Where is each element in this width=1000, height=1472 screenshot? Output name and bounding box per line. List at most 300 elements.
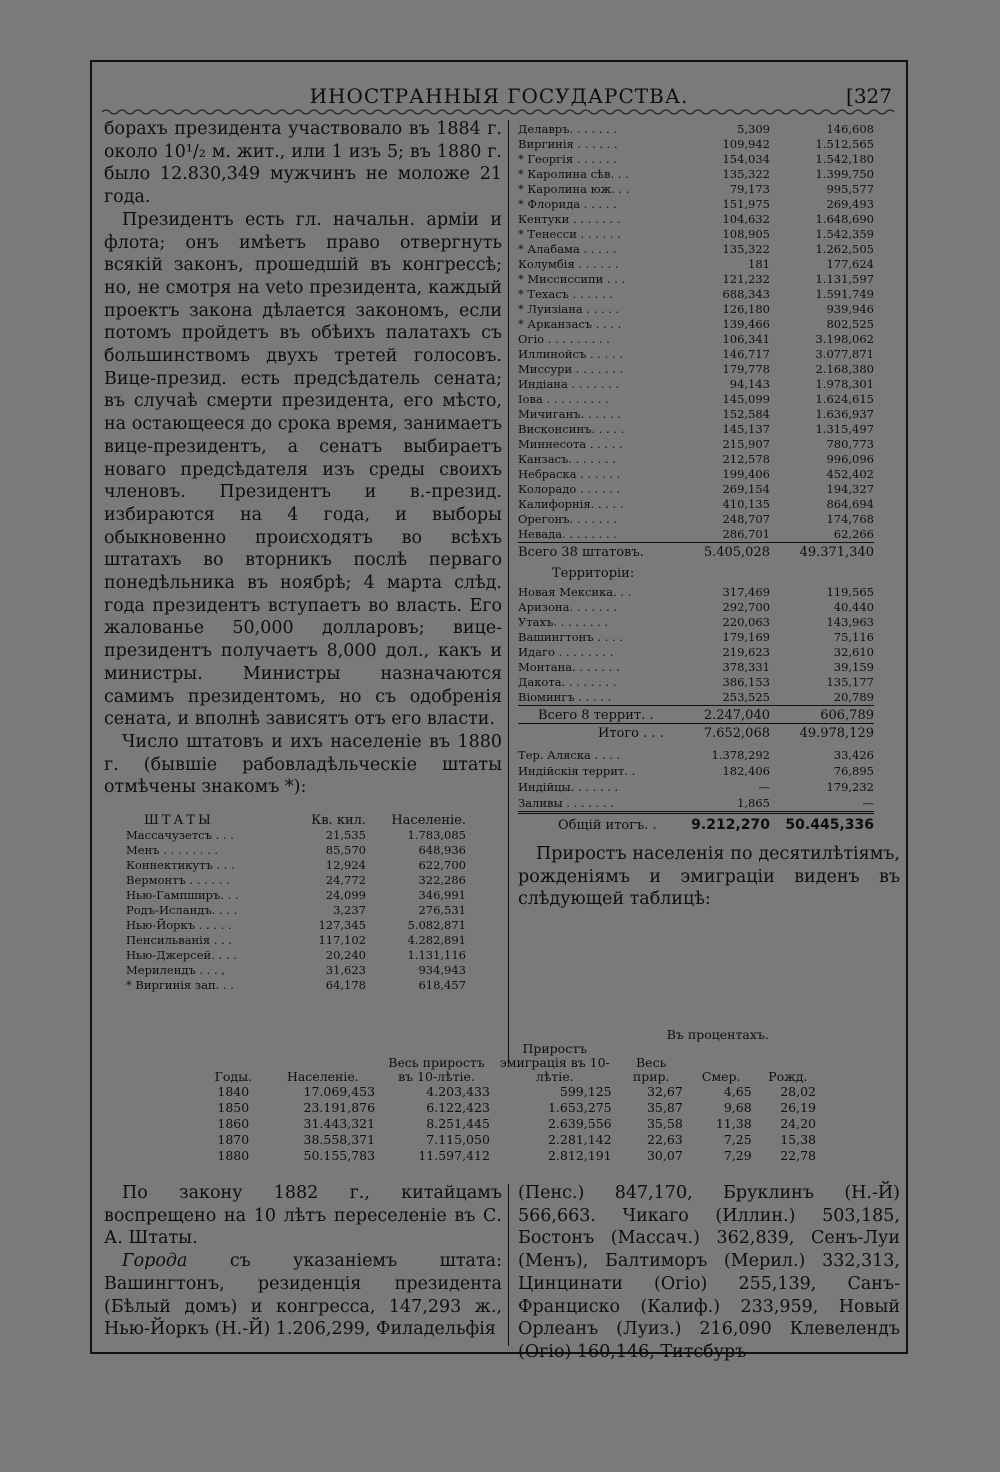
row-label: * Алабама . . . . . <box>518 242 617 256</box>
row-value: 688,343 <box>722 287 770 301</box>
row-value: 1.978,301 <box>815 377 874 391</box>
row-value: 32,67 <box>646 1084 683 1099</box>
census-body <box>200 1084 820 1164</box>
row-value: — <box>758 780 770 794</box>
row-label: * Виргинія зап. . . <box>126 978 234 993</box>
row-label: Колумбія . . . . . . <box>518 257 619 271</box>
table-row <box>518 527 874 543</box>
row-value: 934,943 <box>418 963 466 978</box>
row-label: Пенсильванія . . . <box>126 933 233 948</box>
row-value: 119,565 <box>826 585 874 599</box>
row-value: 2.168,380 <box>815 362 874 376</box>
row-label: Родъ-Исландъ. . . . <box>126 903 238 918</box>
row-value: 1.512,565 <box>815 137 874 151</box>
table-row <box>518 242 874 257</box>
growth-paragraph: Приростъ населенія по десятилѣтіямъ, рожденіямъ и эмиграціи виденъ въ слѣдующей таблицѣ: <box>518 844 900 910</box>
row-label: * Каролина сѣв. . . <box>518 167 629 181</box>
table-row <box>518 795 874 813</box>
row-value: 76,895 <box>833 764 874 778</box>
row-value: 3,237 <box>333 903 366 918</box>
row-value: 24,772 <box>325 873 366 888</box>
row-label: Вашингтонъ . . . . <box>518 630 623 644</box>
row-value: 2.812,191 <box>547 1148 612 1163</box>
row-value: 23.191,876 <box>303 1100 376 1115</box>
cities-lead: Города <box>122 1251 188 1272</box>
row-label: Утахъ. . . . . . . . <box>518 615 609 629</box>
row-value: 253,525 <box>722 690 770 704</box>
paragraph-chinese-law: По закону 1882 г., китайцамъ воспрещено на 10 лѣтъ переселеніе въ С. А. Штаты. <box>104 1183 502 1249</box>
table-row <box>518 302 874 317</box>
row-value: 20,789 <box>833 690 874 704</box>
right-column <box>518 122 900 911</box>
grand-total-population: 50.445,336 <box>770 813 874 834</box>
row-value: 599,125 <box>559 1084 612 1099</box>
row-label: Аризона. . . . . . . <box>518 600 617 614</box>
row-value: 410,135 <box>722 497 770 511</box>
row-value: 179,169 <box>722 630 770 644</box>
row-label: 1870 <box>217 1132 250 1147</box>
row-value: 1.653,275 <box>547 1100 612 1115</box>
table-row <box>126 873 466 888</box>
row-label: Мерилендъ . . . , <box>126 963 226 978</box>
row-label: Невада. . . . . . . . <box>518 527 617 541</box>
row-value: 194,327 <box>826 482 874 496</box>
table-row <box>518 362 874 377</box>
row-value: 75,116 <box>833 630 874 644</box>
table-row <box>126 888 466 903</box>
row-label: * Каролина юж. . . <box>518 182 630 196</box>
row-value: 2.281,142 <box>547 1132 612 1147</box>
row-value: 248,707 <box>722 512 770 526</box>
row-value: 22,63 <box>646 1132 683 1147</box>
row-value: 292,700 <box>722 600 770 614</box>
row-value: 40,440 <box>833 600 874 614</box>
row-label: * Техасъ . . . . . . <box>518 287 613 301</box>
row-label: Индійцы. . . . . . . <box>518 780 619 794</box>
row-value: 108,905 <box>722 227 770 241</box>
row-value: 79,173 <box>729 182 770 196</box>
row-label: Заливы . . . . . . . <box>518 796 614 810</box>
row-value: 151,975 <box>722 197 770 211</box>
row-label: 1880 <box>217 1148 250 1163</box>
column-header: Приростъ эмиграція въ 10-лѣтіе. <box>499 1041 610 1084</box>
row-value: 780,773 <box>826 437 874 451</box>
left-column <box>104 118 502 993</box>
column-header: Кв. кил. <box>311 813 366 829</box>
row-label: 1850 <box>217 1100 250 1115</box>
table-row <box>518 272 874 287</box>
row-value: 20,240 <box>325 948 366 963</box>
total-label: Всего 38 штатовъ. <box>518 543 684 561</box>
row-label: Нью-Джерсей. . . . <box>126 948 237 963</box>
table-row <box>518 747 874 763</box>
row-value: 1.648,690 <box>815 212 874 226</box>
row-label: * Луизіана . . . . . <box>518 302 620 316</box>
column-header: ШТАТЫ <box>144 813 214 829</box>
table-row <box>518 497 874 512</box>
row-value: 2.639,556 <box>547 1116 612 1131</box>
row-value: 17.069,453 <box>303 1084 376 1099</box>
row-value: 276,531 <box>418 903 466 918</box>
row-value: 1,865 <box>737 796 770 810</box>
table-row <box>518 779 874 795</box>
row-value: 127,345 <box>318 918 366 933</box>
paragraph-president: Президентъ есть гл. начальн. арміи и флота; онъ имѣетъ право отвергнуть всякій законъ, прошедшій въ конгрессѣ; но, не смотря на veto президента, каждый проектъ закона дѣлается закономъ, если потомъ пройдетъ въ обѣихъ палатахъ съ большинствомъ двухъ третей голосовъ. Вице-презид. есть предсѣдатель сената; въ случаѣ смерти президента, его мѣсто, на остающееся до срока время, занимаетъ вице-президентъ, а сенатъ выбираетъ новаго предсѣдателя изъ среды своихъ членовъ. Президентъ и в.-презид. избираются на 4 года, и выборы обыкновенно происходятъ во всѣхъ штатахъ во вторникъ послѣ перваго понедѣльника въ ноябрѣ; 4 марта слѣд. года президентъ вступаетъ во власть. Его жалованье 50,000 долларовъ; вице-президентъ получаетъ 8,000 дол., какъ и министры. Министры назначаются самимъ президентомъ, но съ одобренія сената, и вполнѣ зависятъ отъ его власти. <box>104 209 502 730</box>
row-value: 152,584 <box>722 407 770 421</box>
table-row <box>518 512 874 527</box>
row-label: Кентуки . . . . . . . <box>518 212 621 226</box>
states-table-left <box>126 813 466 993</box>
row-label: Дакота. . . . . . . . <box>518 675 617 689</box>
row-label: Нью-Гампширъ. . . <box>126 888 239 903</box>
table-row <box>518 600 874 615</box>
row-value: 117,102 <box>318 933 366 948</box>
paragraph-cities-continued: (Пенс.) 847,170, Бруклинъ (Н.-Й) 566,663. Чикаго (Иллин.) 503,185, Бостонъ (Массач.) 362,839, Сенъ-Луи (Менъ), Балтиморъ (Мерил.) 332,313, Цинцинати (Огіо) 255,139, Санъ-Франциско (Калиф.) 233,959, Новый Орлеанъ (Луиз.) 216,090 Клевелендъ (Огіо) 160,146, Титсбуръ <box>518 1183 900 1362</box>
table-row <box>126 948 466 963</box>
table-row <box>200 1116 820 1132</box>
row-value: 212,578 <box>722 452 770 466</box>
table-row <box>518 630 874 645</box>
row-label: Коннектикутъ . . . <box>126 858 235 873</box>
column-header: Годы. <box>214 1069 252 1084</box>
row-value: 1.399,750 <box>815 167 874 181</box>
table-row <box>126 933 466 948</box>
row-value: 15,38 <box>780 1132 816 1147</box>
row-value: 622,700 <box>418 858 466 873</box>
paragraph-states-intro: Число штатовъ и ихъ населеніе въ 1880 г. (бывшіе рабовладѣльческіе штаты отмѣчены знакомъ *): <box>104 731 502 798</box>
row-value: 31,623 <box>325 963 366 978</box>
grand-total-label: Общій итогъ. . <box>518 813 684 834</box>
row-label: 1860 <box>217 1116 250 1131</box>
left-table-body <box>126 828 466 993</box>
census-header-row <box>200 1042 820 1084</box>
row-value: 22,78 <box>780 1148 816 1163</box>
paragraph-cities <box>104 1250 502 1341</box>
column-header: Рожд. <box>768 1069 808 1084</box>
row-label: Мичиганъ. . . . . . <box>518 407 621 421</box>
row-value: 35,87 <box>646 1100 683 1115</box>
row-value: 322,286 <box>418 873 466 888</box>
census-table <box>200 1028 820 1164</box>
grand-total-area: 9.212,270 <box>684 813 770 834</box>
row-value: 6.122,423 <box>426 1100 490 1115</box>
left-prose <box>104 118 502 799</box>
table-row <box>200 1084 820 1100</box>
total-population: 606,789 <box>770 706 874 724</box>
itogo-population: 49.978,129 <box>770 724 874 748</box>
total-label: Всего 8 террит. . <box>518 706 684 724</box>
table-row <box>126 903 466 918</box>
other-regions-body <box>518 747 874 813</box>
table-row <box>518 392 874 407</box>
row-value: 21,535 <box>325 828 366 843</box>
table-row <box>518 660 874 675</box>
row-label: Индіана . . . . . . . <box>518 377 620 391</box>
row-label: Миссури . . . . . . . <box>518 362 624 376</box>
row-value: 215,907 <box>722 437 770 451</box>
row-label: Іова . . . . . . . . . <box>518 392 609 406</box>
row-label: * Миссиссипи . . . <box>518 272 626 286</box>
row-value: 35,58 <box>646 1116 683 1131</box>
table-row <box>518 227 874 242</box>
table-row <box>126 828 466 843</box>
row-value: 177,624 <box>826 257 874 271</box>
row-value: 135,322 <box>722 242 770 256</box>
row-value: 864,694 <box>826 497 874 511</box>
row-value: 121,232 <box>722 272 770 286</box>
row-value: 11.597,412 <box>418 1148 490 1163</box>
row-value: 1.542,180 <box>815 152 874 166</box>
row-value: 8.251,445 <box>426 1116 490 1131</box>
row-value: 1.783,085 <box>407 828 466 843</box>
table-row <box>126 918 466 933</box>
table-row <box>518 615 874 630</box>
row-value: 1.315,497 <box>815 422 874 436</box>
row-label: Индійскія террит. . <box>518 764 636 778</box>
table-header-row <box>126 813 466 828</box>
row-value: 154,034 <box>722 152 770 166</box>
column-separator <box>508 120 509 1064</box>
row-label: Висконсинъ. . . . . <box>518 422 625 436</box>
itogo-row <box>518 724 874 748</box>
row-value: 269,493 <box>826 197 874 211</box>
row-value: 145,099 <box>722 392 770 406</box>
row-label: * Арканзасъ . . . . <box>518 317 622 331</box>
states-total-row <box>518 543 874 561</box>
cities-text: съ указаніемъ штата: Вашингтонъ, резиденція президента (Бѣлый домъ) и конгресса, 147,293 ж., Нью-Йоркъ (Н.-Й) 1.206,299, Филадельфія <box>104 1251 502 1340</box>
table-row <box>518 122 874 137</box>
total-area: 2.247,040 <box>684 706 770 724</box>
row-value: 269,154 <box>722 482 770 496</box>
table-row <box>518 452 874 467</box>
bottom-right-text <box>518 1182 900 1364</box>
row-value: 30,07 <box>646 1148 683 1163</box>
table-row <box>518 467 874 482</box>
row-value: 3.198,062 <box>815 332 874 346</box>
row-label: Иллинойсъ . . . . . <box>518 347 623 361</box>
row-value: 126,180 <box>722 302 770 316</box>
row-label: Віомингъ . . . . . <box>518 690 612 704</box>
territories-body <box>518 585 874 706</box>
row-value: 104,632 <box>722 212 770 226</box>
row-value: 4.203,433 <box>426 1084 490 1099</box>
table-row <box>518 317 874 332</box>
total-population: 49.371,340 <box>770 543 874 561</box>
row-value: 32,610 <box>833 645 874 659</box>
grand-total-row <box>518 813 874 834</box>
row-value: 995,577 <box>826 182 874 196</box>
row-value: 50.155,783 <box>303 1148 376 1163</box>
table-row <box>126 843 466 858</box>
row-label: Новая Мексика. . . <box>518 585 632 599</box>
page-title: ИНОСТРАННЫЯ ГОСУДАРСТВА. <box>309 84 689 108</box>
row-value: 94,143 <box>729 377 770 391</box>
row-label: Нью-Йоркъ . . . . . <box>126 918 232 933</box>
row-label: * Георгія . . . . . . <box>518 152 617 166</box>
row-value: 179,778 <box>722 362 770 376</box>
row-label: Колорадо . . . . . . <box>518 482 621 496</box>
row-value: 317,469 <box>722 585 770 599</box>
row-value: 24,20 <box>780 1116 816 1131</box>
page-number: [327 <box>846 84 892 108</box>
row-label: Массачузетсъ . . . <box>126 828 234 843</box>
row-value: 199,406 <box>722 467 770 481</box>
row-label: * Тенесси . . . . . . <box>518 227 621 241</box>
row-label: 1840 <box>217 1084 250 1099</box>
wavy-rule <box>102 108 896 116</box>
row-label: Виргинія . . . . . . <box>518 137 618 151</box>
table-row <box>518 212 874 227</box>
row-value: 182,406 <box>722 764 770 778</box>
row-label: Огіо . . . . . . . . . <box>518 332 610 346</box>
row-value: 146,608 <box>826 122 874 136</box>
row-value: 11,38 <box>715 1116 752 1131</box>
row-label: Вермонтъ . . . . . . <box>126 873 230 888</box>
row-value: 3.077,871 <box>815 347 874 361</box>
territories-heading-row <box>518 560 874 585</box>
territories-total-row <box>518 706 874 724</box>
table-row <box>200 1132 820 1148</box>
table-row <box>126 978 466 993</box>
row-value: 143,963 <box>826 615 874 629</box>
table-row <box>518 347 874 362</box>
right-table-body <box>518 122 874 543</box>
row-label: Монтана. . . . . . . <box>518 660 620 674</box>
row-value: 1.591,749 <box>815 287 874 301</box>
row-label: Канзасъ. . . . . . . <box>518 452 616 466</box>
percent-group-header: Въ процентахъ. <box>666 1027 769 1042</box>
territories-heading: Территоріи: <box>552 566 635 581</box>
row-value: 378,331 <box>722 660 770 674</box>
row-value: — <box>862 796 874 810</box>
row-value: 219,623 <box>722 645 770 659</box>
row-label: Небраска . . . . . . <box>518 467 621 481</box>
table-row <box>200 1148 820 1164</box>
itogo-label: Итого . . . <box>518 724 684 748</box>
row-value: 4,65 <box>723 1084 752 1099</box>
row-value: 452,402 <box>826 467 874 481</box>
row-label: Тер. Аляска . . . . <box>518 748 621 762</box>
table-row <box>518 152 874 167</box>
row-value: 139,466 <box>722 317 770 331</box>
row-value: 26,19 <box>780 1100 816 1115</box>
row-label: Менъ . . . . . . . . <box>126 843 219 858</box>
row-value: 1.131,597 <box>815 272 874 286</box>
row-value: 648,936 <box>418 843 466 858</box>
row-value: 9,68 <box>723 1100 752 1115</box>
row-value: 135,177 <box>826 675 874 689</box>
table-row <box>518 182 874 197</box>
row-value: 181 <box>748 257 770 271</box>
row-value: 1.542,359 <box>815 227 874 241</box>
row-value: 33,426 <box>833 748 874 762</box>
row-value: 106,341 <box>722 332 770 346</box>
row-value: 38.558,371 <box>303 1132 376 1147</box>
row-value: 64,178 <box>325 978 366 993</box>
row-value: 939,946 <box>826 302 874 316</box>
itogo-area: 7.652,068 <box>684 724 770 748</box>
total-area: 5.405,028 <box>684 543 770 561</box>
row-value: 39,159 <box>833 660 874 674</box>
table-row <box>518 645 874 660</box>
column-header: Смер. <box>701 1069 741 1084</box>
table-row <box>518 137 874 152</box>
row-value: 146,717 <box>722 347 770 361</box>
table-row <box>518 257 874 272</box>
column-header: Весь прир. <box>632 1055 670 1084</box>
table-row <box>518 287 874 302</box>
row-label: * Флорида . . . . . <box>518 197 617 211</box>
row-value: 996,096 <box>826 452 874 466</box>
row-value: 12,924 <box>325 858 366 873</box>
row-value: 1.378,292 <box>711 748 770 762</box>
row-label: Миннесота . . . . . <box>518 437 623 451</box>
row-label: Идаго . . . . . . . . <box>518 645 614 659</box>
column-header: Населеніе. <box>391 813 466 829</box>
row-value: 7,25 <box>723 1132 752 1147</box>
table-row <box>200 1100 820 1116</box>
row-value: 5.082,871 <box>407 918 466 933</box>
row-value: 1.262,505 <box>815 242 874 256</box>
table-row <box>518 482 874 497</box>
row-value: 62,266 <box>833 527 874 541</box>
table-row <box>518 332 874 347</box>
table-row <box>126 858 466 873</box>
row-value: 7.115,050 <box>426 1132 490 1147</box>
row-value: 24,099 <box>325 888 366 903</box>
row-label: Делавръ. . . . . . . <box>518 122 617 136</box>
row-value: 618,457 <box>418 978 466 993</box>
row-value: 5,309 <box>737 122 770 136</box>
table-row <box>518 585 874 600</box>
table-row <box>518 167 874 182</box>
table-row <box>126 963 466 978</box>
row-value: 7,29 <box>723 1148 752 1163</box>
row-value: 31.443,321 <box>303 1116 376 1131</box>
table-row <box>518 437 874 452</box>
row-value: 346,991 <box>418 888 466 903</box>
row-value: 174,768 <box>826 512 874 526</box>
table-row <box>518 197 874 212</box>
table-row <box>518 763 874 779</box>
row-label: Орегонъ. . . . . . . <box>518 512 618 526</box>
row-value: 286,701 <box>722 527 770 541</box>
column-header: Населеніе. <box>286 1069 359 1084</box>
row-value: 1.131,116 <box>407 948 466 963</box>
row-value: 109,942 <box>722 137 770 151</box>
row-value: 179,232 <box>826 780 874 794</box>
bottom-column-separator <box>508 1184 509 1346</box>
row-value: 1.636,937 <box>815 407 874 421</box>
row-value: 802,525 <box>826 317 874 331</box>
row-value: 386,153 <box>722 675 770 689</box>
row-value: 220,063 <box>722 615 770 629</box>
table-row <box>518 422 874 437</box>
row-value: 85,570 <box>325 843 366 858</box>
column-header: Весь приростъ въ 10-лѣтіе. <box>388 1055 485 1084</box>
table-row <box>518 377 874 392</box>
states-table-right <box>518 122 874 833</box>
row-value: 1.624,615 <box>815 392 874 406</box>
row-value: 28,02 <box>780 1084 816 1099</box>
census-group-header-row <box>200 1028 820 1042</box>
table-row <box>518 407 874 422</box>
table-row <box>518 675 874 690</box>
paragraph-election: борахъ президента участвовало въ 1884 г. около 10¹/₂ м. жит., или 1 изъ 5; въ 1880 г. было 12.830,349 мужчинъ не моложе 21 года. <box>104 119 502 208</box>
row-label: Калифорнія. . . . . <box>518 497 624 511</box>
row-value: 145,137 <box>722 422 770 436</box>
page-frame <box>90 60 908 1362</box>
